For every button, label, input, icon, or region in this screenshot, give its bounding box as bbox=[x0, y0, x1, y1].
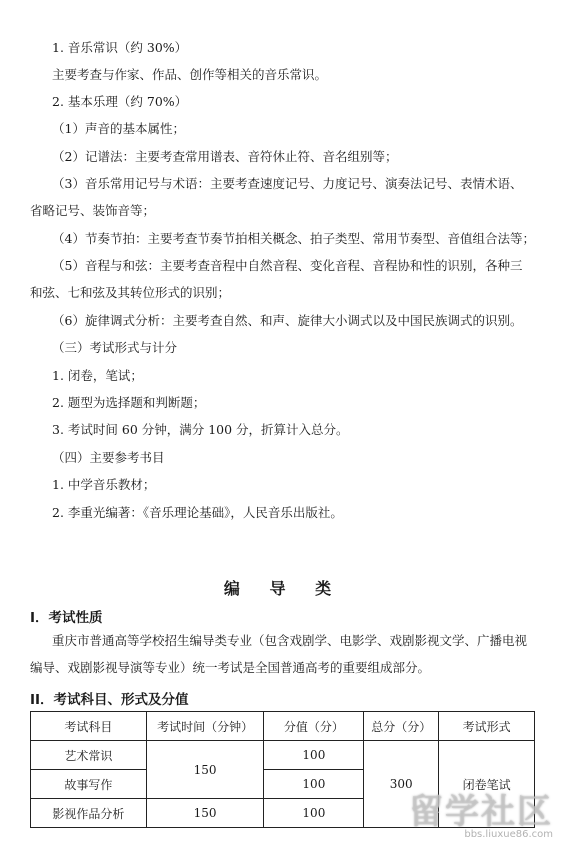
table-row bbox=[31, 741, 535, 770]
text-line: （三）考试形式与计分 bbox=[52, 340, 178, 355]
section-title: 编 导 类 bbox=[223, 579, 344, 598]
heading-exam-subjects: II．考试科目、形式及分值 bbox=[30, 692, 189, 708]
cell-subject: 故事写作 bbox=[31, 770, 147, 799]
header-subject: 考试科目 bbox=[31, 712, 147, 741]
text-line: 省略记号、装饰音等； bbox=[30, 203, 156, 218]
text-line: （2）记谱法：主要考查常用谱表、音符休止符、音名组别等； bbox=[52, 149, 398, 164]
text-line: 2. 李重光编著：《音乐理论基础》，人民音乐出版社。 bbox=[52, 505, 343, 520]
text-line: （3）音乐常用记号与术语：主要考查速度记号、力度记号、演奏法记号、表情术语、 bbox=[52, 176, 523, 191]
text-line: 重庆市普通高等学校招生编导类专业（包含戏剧学、电影学、戏剧影视文学、广播电视 bbox=[52, 633, 528, 648]
header-time: 考试时间（分钟） bbox=[146, 712, 264, 741]
text-line: 2. 题型为选择题和判断题； bbox=[52, 395, 206, 410]
text-line: （4）节奏节拍：主要考查节奏节拍相关概念、拍子类型、常用节奏型、音值组合法等； bbox=[52, 231, 535, 246]
cell-total: 300 bbox=[364, 741, 439, 828]
cell-score: 100 bbox=[264, 799, 364, 828]
exam-table bbox=[30, 711, 535, 828]
watermark-url: bbs.liuxue86.com bbox=[464, 829, 553, 840]
text-line: 2. 基本乐理（约 70%） bbox=[52, 94, 188, 109]
header-form: 考试形式 bbox=[439, 712, 535, 741]
cell-subject: 艺术常识 bbox=[31, 741, 147, 770]
text-line: （5）音程与和弦：主要考查音程中自然音程、变化音程、音程协和性的识别，各种三 bbox=[52, 258, 523, 273]
cell-form: 闭卷笔试 bbox=[439, 741, 535, 828]
text-line: 和弦、七和弦及其转位形式的识别； bbox=[30, 285, 231, 300]
table-header-row bbox=[31, 712, 535, 741]
text-line: 编导、戏剧影视导演等专业）统一考试是全国普通高考的重要组成部分。 bbox=[30, 660, 431, 675]
text-line: （四）主要参考书目 bbox=[52, 450, 165, 465]
heading-exam-nature: I．考试性质 bbox=[30, 610, 103, 626]
text-line: 3. 考试时间 60 分钟，满分 100 分，折算计入总分。 bbox=[52, 422, 349, 437]
cell-score: 100 bbox=[264, 770, 364, 799]
header-score: 分值（分） bbox=[264, 712, 364, 741]
header-total: 总分（分） bbox=[364, 712, 439, 741]
text-line: （6）旋律调式分析：主要考查自然、和声、旋律大小调式以及中国民族调式的识别。 bbox=[52, 313, 523, 328]
text-line: 主要考查与作家、作品、创作等相关的音乐常识。 bbox=[52, 67, 328, 82]
text-line: 1. 闭卷，笔试； bbox=[52, 368, 143, 383]
text-line: 1. 中学音乐教材； bbox=[52, 477, 156, 492]
cell-subject: 影视作品分析 bbox=[31, 799, 147, 828]
cell-time-merged: 150 bbox=[146, 741, 264, 799]
cell-time: 150 bbox=[146, 799, 264, 828]
text-line: （1）声音的基本属性； bbox=[52, 121, 185, 136]
watermark-logo-text: 留学社区 bbox=[409, 792, 553, 832]
text-line: 1. 音乐常识（约 30%） bbox=[52, 40, 188, 55]
cell-score: 100 bbox=[264, 741, 364, 770]
